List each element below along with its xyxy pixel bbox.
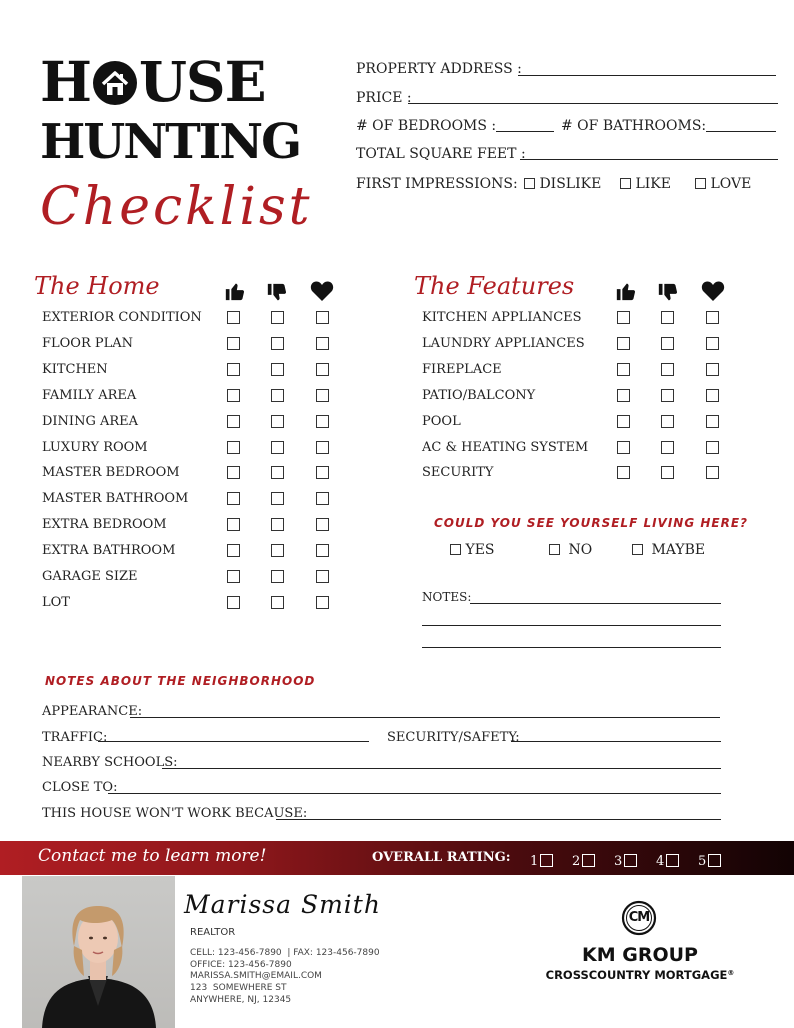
thumbs-up-icon bbox=[224, 280, 246, 302]
features-like-checkbox[interactable] bbox=[617, 389, 630, 402]
home-love-checkbox[interactable] bbox=[316, 466, 329, 479]
home-item-label: LUXURY ROOM bbox=[42, 439, 148, 455]
home-love-checkbox[interactable] bbox=[316, 441, 329, 454]
home-dislike-checkbox[interactable] bbox=[271, 492, 284, 505]
home-love-checkbox[interactable] bbox=[316, 337, 329, 350]
home-love-checkbox[interactable] bbox=[316, 596, 329, 609]
home-love-checkbox[interactable] bbox=[316, 363, 329, 376]
home-like-checkbox[interactable] bbox=[227, 518, 240, 531]
agent-role: REALTOR bbox=[190, 927, 236, 938]
home-love-checkbox[interactable] bbox=[316, 492, 329, 505]
property-address-label: PROPERTY ADDRESS : bbox=[356, 61, 522, 77]
title-block bbox=[40, 49, 330, 242]
notes-label: NOTES: bbox=[422, 590, 472, 604]
home-like-checkbox[interactable] bbox=[227, 544, 240, 557]
features-like-checkbox[interactable] bbox=[617, 415, 630, 428]
home-like-checkbox[interactable] bbox=[227, 363, 240, 376]
agent-office: OFFICE: 123-456-7890 bbox=[190, 960, 292, 970]
impression-love-checkbox[interactable] bbox=[695, 178, 706, 189]
home-dislike-checkbox[interactable] bbox=[271, 466, 284, 479]
home-like-checkbox[interactable] bbox=[227, 492, 240, 505]
overall-rating-option[interactable] bbox=[656, 850, 679, 869]
security-safety-field[interactable] bbox=[511, 741, 721, 742]
home-icon-header bbox=[222, 280, 342, 304]
title-line-checklist: Checklist bbox=[40, 177, 313, 237]
home-dislike-checkbox[interactable] bbox=[271, 363, 284, 376]
home-item-label: DINING AREA bbox=[42, 413, 139, 429]
home-section-title: The Home bbox=[34, 272, 160, 300]
features-love-checkbox[interactable] bbox=[706, 466, 719, 479]
square-feet-label: TOTAL SQUARE FEET : bbox=[356, 146, 526, 162]
title-line-hunting: HUNTING bbox=[40, 114, 301, 170]
features-love-checkbox[interactable] bbox=[706, 363, 719, 376]
impression-love[interactable]: LOVE bbox=[695, 176, 751, 192]
wont-work-field[interactable] bbox=[276, 819, 721, 820]
home-dislike-checkbox[interactable] bbox=[271, 441, 284, 454]
features-dislike-checkbox[interactable] bbox=[661, 466, 674, 479]
home-dislike-checkbox[interactable] bbox=[271, 337, 284, 350]
home-item-label: EXTRA BEDROOM bbox=[42, 517, 167, 533]
home-love-checkbox[interactable] bbox=[316, 570, 329, 583]
agent-name: Marissa Smith bbox=[184, 890, 381, 919]
living-no-checkbox[interactable] bbox=[549, 544, 560, 555]
heart-icon bbox=[310, 280, 334, 302]
features-dislike-checkbox[interactable] bbox=[661, 389, 674, 402]
features-like-checkbox[interactable] bbox=[617, 466, 630, 479]
features-item-label: FIREPLACE bbox=[422, 361, 502, 377]
home-like-checkbox[interactable] bbox=[227, 311, 240, 324]
price-field[interactable] bbox=[408, 103, 778, 104]
overall-rating-checkbox[interactable] bbox=[624, 854, 637, 867]
home-dislike-checkbox[interactable] bbox=[271, 596, 284, 609]
living-maybe-checkbox[interactable] bbox=[632, 544, 643, 555]
living-here-question: COULD YOU SEE YOURSELF LIVING HERE? bbox=[434, 516, 749, 530]
features-like-checkbox[interactable] bbox=[617, 337, 630, 350]
overall-rating-option[interactable] bbox=[572, 850, 595, 869]
impression-like-checkbox[interactable] bbox=[620, 178, 631, 189]
company-logo-icon bbox=[621, 900, 657, 936]
features-like-checkbox[interactable] bbox=[617, 441, 630, 454]
home-item-label: EXTRA BATHROOM bbox=[42, 543, 176, 559]
home-item-label: EXTERIOR CONDITION bbox=[42, 310, 202, 325]
home-like-checkbox[interactable] bbox=[227, 466, 240, 479]
heart-icon bbox=[701, 280, 725, 302]
appearance-label: APPEARANCE: bbox=[42, 704, 143, 719]
home-item-label: MASTER BATHROOM bbox=[42, 491, 189, 507]
overall-rating-number: 4 bbox=[656, 854, 665, 869]
home-like-checkbox[interactable] bbox=[227, 596, 240, 609]
features-like-checkbox[interactable] bbox=[617, 363, 630, 376]
features-item-label: KITCHEN APPLIANCES bbox=[422, 310, 582, 325]
home-love-checkbox[interactable] bbox=[316, 311, 329, 324]
home-dislike-checkbox[interactable] bbox=[271, 544, 284, 557]
title-line-house: H USE bbox=[40, 49, 266, 114]
neighborhood-section-title: NOTES ABOUT THE NEIGHBORHOOD bbox=[45, 674, 316, 688]
home-item-label: KITCHEN bbox=[42, 361, 108, 377]
appearance-field[interactable] bbox=[130, 717, 720, 718]
wont-work-label: THIS HOUSE WON'T WORK BECAUSE: bbox=[42, 806, 308, 821]
features-icon-header bbox=[613, 280, 733, 304]
features-item-label: LAUNDRY APPLIANCES bbox=[422, 335, 585, 351]
overall-rating-label: OVERALL RATING: bbox=[372, 850, 511, 865]
home-dislike-checkbox[interactable] bbox=[271, 311, 284, 324]
features-section-title: The Features bbox=[414, 272, 575, 300]
features-like-checkbox[interactable] bbox=[617, 311, 630, 324]
impression-dislike[interactable]: DISLIKE bbox=[524, 176, 601, 192]
thumbs-up-icon bbox=[615, 280, 637, 302]
contact-text: Contact me to learn more! bbox=[38, 846, 267, 866]
features-love-checkbox[interactable] bbox=[706, 441, 719, 454]
square-feet-field[interactable] bbox=[520, 159, 778, 160]
agent-email[interactable]: MARISSA.SMITH@EMAIL.COM bbox=[190, 971, 322, 981]
bedrooms-field[interactable] bbox=[496, 131, 554, 132]
home-item-label: FLOOR PLAN bbox=[42, 335, 134, 351]
living-yes-checkbox[interactable] bbox=[450, 544, 461, 555]
features-item-label: PATIO/BALCONY bbox=[422, 387, 536, 403]
features-love-checkbox[interactable] bbox=[706, 311, 719, 324]
nearby-schools-field[interactable] bbox=[162, 768, 721, 769]
home-like-checkbox[interactable] bbox=[227, 441, 240, 454]
overall-rating-checkbox[interactable] bbox=[666, 854, 679, 867]
living-maybe[interactable]: MAYBE bbox=[632, 542, 705, 558]
bathrooms-field[interactable] bbox=[706, 131, 776, 132]
features-item-label: AC & HEATING SYSTEM bbox=[422, 439, 589, 455]
overall-rating-checkbox[interactable] bbox=[582, 854, 595, 867]
features-dislike-checkbox[interactable] bbox=[661, 311, 674, 324]
features-dislike-checkbox[interactable] bbox=[661, 337, 674, 350]
features-dislike-checkbox[interactable] bbox=[661, 415, 674, 428]
agent-cell-fax: CELL: 123-456-7890 | FAX: 123-456-7890 bbox=[190, 948, 380, 958]
home-item-label: FAMILY AREA bbox=[42, 387, 137, 403]
features-love-checkbox[interactable] bbox=[706, 389, 719, 402]
home-item-label: MASTER BEDROOM bbox=[42, 465, 180, 481]
features-item-label: POOL bbox=[422, 413, 461, 429]
company-subtitle: CROSSCOUNTRY MORTGAGE® bbox=[545, 968, 735, 982]
notes-field-3[interactable] bbox=[422, 647, 721, 648]
thumbs-down-icon bbox=[657, 282, 679, 304]
company-monogram: CM bbox=[628, 910, 650, 925]
overall-rating-option[interactable] bbox=[698, 850, 721, 869]
agent-city: ANYWHERE, NJ, 12345 bbox=[190, 995, 292, 1005]
traffic-field[interactable] bbox=[98, 741, 369, 742]
thumbs-down-icon bbox=[266, 282, 288, 304]
overall-rating-option[interactable] bbox=[614, 850, 637, 869]
agent-photo bbox=[22, 876, 175, 1028]
overall-rating-checkbox[interactable] bbox=[708, 854, 721, 867]
home-like-checkbox[interactable] bbox=[227, 570, 240, 583]
home-dislike-checkbox[interactable] bbox=[271, 570, 284, 583]
overall-rating-number: 1 bbox=[530, 854, 539, 869]
living-yes[interactable]: YES bbox=[450, 542, 495, 558]
notes-field-2[interactable] bbox=[422, 625, 721, 626]
notes-field-1[interactable] bbox=[470, 603, 721, 604]
features-item-label: SECURITY bbox=[422, 465, 494, 481]
company-name: KM GROUP bbox=[582, 944, 698, 966]
overall-rating-option[interactable] bbox=[530, 850, 553, 869]
contact-banner bbox=[0, 841, 794, 875]
features-dislike-checkbox[interactable] bbox=[661, 441, 674, 454]
property-address-field[interactable] bbox=[518, 75, 776, 76]
home-like-checkbox[interactable] bbox=[227, 415, 240, 428]
home-like-checkbox[interactable] bbox=[227, 337, 240, 350]
overall-rating-number: 2 bbox=[572, 854, 581, 869]
first-impressions-label: FIRST IMPRESSIONS: bbox=[356, 176, 518, 192]
features-love-checkbox[interactable] bbox=[706, 337, 719, 350]
living-no[interactable]: NO bbox=[549, 542, 592, 558]
price-label: PRICE : bbox=[356, 90, 412, 106]
bedrooms-label: # OF BEDROOMS : bbox=[356, 118, 497, 134]
home-love-checkbox[interactable] bbox=[316, 518, 329, 531]
home-love-checkbox[interactable] bbox=[316, 544, 329, 557]
impression-dislike-checkbox[interactable] bbox=[524, 178, 535, 189]
home-dislike-checkbox[interactable] bbox=[271, 518, 284, 531]
agent-street: 123 SOMEWHERE ST bbox=[190, 983, 287, 993]
home-dislike-checkbox[interactable] bbox=[271, 389, 284, 402]
home-like-checkbox[interactable] bbox=[227, 389, 240, 402]
house-o-icon bbox=[91, 58, 139, 106]
overall-rating-checkbox[interactable] bbox=[540, 854, 553, 867]
close-to-field[interactable] bbox=[108, 793, 721, 794]
overall-rating-options bbox=[530, 850, 750, 868]
bathrooms-label: # OF BATHROOMS: bbox=[561, 118, 707, 134]
home-item-label: LOT bbox=[42, 594, 70, 610]
features-dislike-checkbox[interactable] bbox=[661, 363, 674, 376]
overall-rating-number: 5 bbox=[698, 854, 707, 869]
security-safety-label: SECURITY/SAFETY: bbox=[387, 730, 520, 745]
nearby-schools-label: NEARBY SCHOOLS: bbox=[42, 755, 178, 770]
home-love-checkbox[interactable] bbox=[316, 415, 329, 428]
home-dislike-checkbox[interactable] bbox=[271, 415, 284, 428]
home-item-label: GARAGE SIZE bbox=[42, 569, 138, 584]
overall-rating-number: 3 bbox=[614, 854, 623, 869]
home-love-checkbox[interactable] bbox=[316, 389, 329, 402]
features-love-checkbox[interactable] bbox=[706, 415, 719, 428]
traffic-label: TRAFFIC: bbox=[42, 730, 108, 745]
impression-like[interactable]: LIKE bbox=[620, 176, 671, 192]
close-to-label: CLOSE TO: bbox=[42, 780, 118, 795]
